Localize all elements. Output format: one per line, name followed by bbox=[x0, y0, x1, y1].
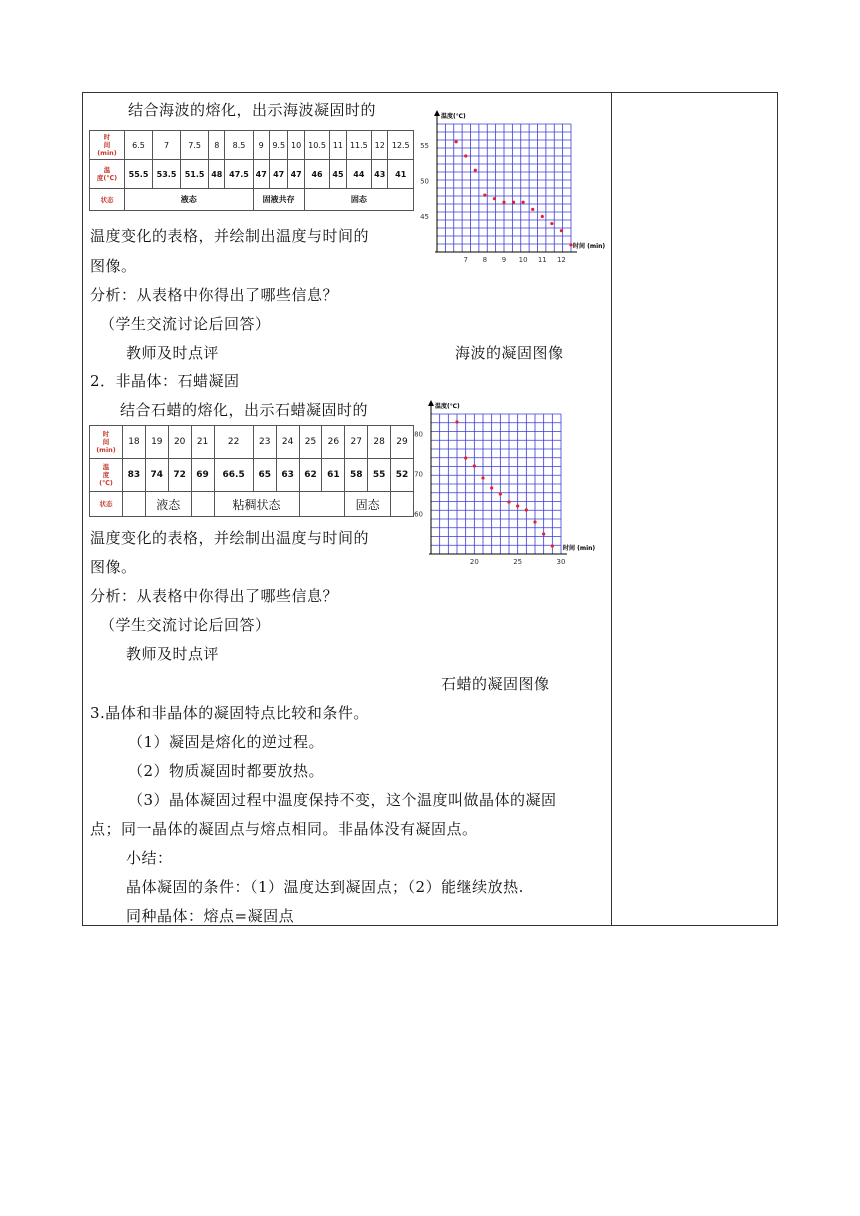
haibo-temp-cell: 45 bbox=[330, 160, 346, 189]
haibo-chart-data-point bbox=[493, 197, 496, 200]
s2-intro-line3: 图像。 bbox=[90, 558, 137, 576]
s2-teacher: 教师及时点评 bbox=[126, 645, 220, 663]
paraffin-time-cell: 18 bbox=[123, 426, 146, 459]
s3-point3a: （3）晶体凝固过程中温度保持不变，这个温度叫做晶体的凝固 bbox=[128, 791, 557, 809]
paraffin-chart-data-point bbox=[551, 544, 554, 547]
paraffin-chart-data-point bbox=[525, 508, 528, 511]
haibo-chart-y-label: 温度(℃) bbox=[441, 113, 466, 120]
haibo-chart-x-tick-label: 10 bbox=[518, 256, 528, 264]
haibo-chart-data-point bbox=[522, 201, 525, 204]
paraffin-time-cell: 23 bbox=[253, 426, 276, 459]
s2-intro-line2: 温度变化的表格，并绘制出温度与时间的 bbox=[90, 529, 370, 547]
paraffin-chart-y-tick-label: 70 bbox=[414, 470, 423, 479]
paraffin-time-cell: 21 bbox=[191, 426, 214, 459]
paraffin-chart-x-tick-label: 20 bbox=[469, 558, 479, 566]
paraffin-time-cell: 25 bbox=[299, 426, 322, 459]
haibo-temp-cell: 47 bbox=[288, 160, 304, 189]
paraffin-state-cell bbox=[191, 492, 214, 517]
s3-point1: （1）凝固是熔化的逆过程。 bbox=[128, 733, 325, 751]
haibo-time-cell: 11.5 bbox=[346, 131, 371, 160]
haibo-temp-cell: 41 bbox=[388, 160, 414, 189]
haibo-solidification-chart bbox=[420, 100, 606, 265]
s3-summary2: 同种晶体：熔点=凝固点 bbox=[126, 907, 295, 925]
s3-point3b: 点；同一晶体的凝固点与熔点相同。非晶体没有凝固点。 bbox=[90, 820, 478, 838]
paraffin-temp-cell: 62 bbox=[299, 459, 322, 492]
paraffin-chart-data-point bbox=[473, 464, 476, 467]
s2-intro-line1: 结合石蜡的熔化，出示石蜡凝固时的 bbox=[120, 401, 369, 419]
paraffin-temp-cell: 63 bbox=[276, 459, 299, 492]
haibo-time-cell: 12.5 bbox=[388, 131, 414, 160]
paraffin-time-cell: 22 bbox=[214, 426, 253, 459]
haibo-time-cell: 10 bbox=[288, 131, 304, 160]
haibo-time-cell: 11 bbox=[330, 131, 346, 160]
paraffin-chart-x-tick-label: 25 bbox=[513, 558, 523, 566]
paraffin-state-cell bbox=[391, 492, 414, 517]
haibo-chart-data-point bbox=[502, 201, 505, 204]
haibo-time-cell: 7.5 bbox=[181, 131, 209, 160]
paraffin-chart-x-tick-label: 30 bbox=[556, 558, 566, 566]
haibo-chart-y-arrow bbox=[434, 110, 440, 116]
paraffin-state-cell bbox=[123, 492, 146, 517]
haibo-time-cell: 12 bbox=[372, 131, 388, 160]
paraffin-temp-cell: 61 bbox=[322, 459, 345, 492]
paraffin-chart-data-point bbox=[542, 532, 545, 535]
haibo-data-table: 时 间 (min) 6.5 7 7.5 8 8.5 9 9.5 10 10.5 11 11.5 12 12.5 温 度(℃) 55.5 53.5 51.5 48 47.5 47 47 47 46 45 44 43 41 状态 液态 固液共存 固态 bbox=[89, 130, 414, 211]
haibo-chart-x-tick-label: 8 bbox=[482, 256, 488, 264]
haibo-chart-data-point bbox=[560, 229, 563, 232]
s3-summary-title: 小结： bbox=[126, 849, 173, 867]
haibo-chart-data-point bbox=[550, 222, 553, 225]
haibo-chart-x-tick-label: 12 bbox=[556, 256, 566, 264]
haibo-temp-cell: 47 bbox=[253, 160, 269, 189]
haibo-temp-cell: 48 bbox=[209, 160, 225, 189]
s2-caption: 石蜡的凝固图像 bbox=[441, 675, 550, 693]
paraffin-chart-y-label: 温度(℃) bbox=[435, 403, 460, 410]
paraffin-solidification-chart bbox=[414, 392, 600, 582]
haibo-state-cell: 液态 bbox=[125, 189, 254, 211]
haibo-time-cell: 9.5 bbox=[269, 131, 288, 160]
s2-discussion: （学生交流讨论后回答） bbox=[100, 616, 271, 634]
paraffin-chart-data-point bbox=[499, 492, 502, 495]
paraffin-temp-cell: 83 bbox=[123, 459, 146, 492]
s1-intro-line2: 温度变化的表格，并绘制出温度与时间的 bbox=[90, 227, 370, 245]
haibo-chart-y-tick-label: 45 bbox=[420, 212, 429, 221]
haibo-chart-data-point bbox=[569, 243, 572, 246]
paraffin-chart-data-point bbox=[464, 456, 467, 459]
haibo-temp-cell: 51.5 bbox=[181, 160, 209, 189]
haibo-chart-y-tick-label: 50 bbox=[420, 177, 429, 186]
haibo-chart-x-tick-label: 11 bbox=[537, 256, 547, 264]
paraffin-chart-x-label: 时间 (min) bbox=[563, 545, 596, 552]
s1-teacher: 教师及时点评 bbox=[126, 344, 220, 362]
paraffin-chart-y-tick-label: 80 bbox=[414, 430, 423, 439]
paraffin-temp-cell: 65 bbox=[253, 459, 276, 492]
paraffin-state-cell bbox=[299, 492, 345, 517]
haibo-temp-cell: 55.5 bbox=[125, 160, 153, 189]
s1-intro-line3: 图像。 bbox=[90, 257, 137, 275]
paraffin-chart-y-arrow bbox=[428, 400, 434, 406]
haibo-chart-y-tick-label: 55 bbox=[420, 141, 429, 150]
paraffin-temp-cell: 72 bbox=[168, 459, 191, 492]
paraffin-chart-data-point bbox=[507, 500, 510, 503]
paraffin-chart-data-point bbox=[533, 520, 536, 523]
haibo-temp-cell: 47 bbox=[269, 160, 288, 189]
paraffin-temp-cell: 52 bbox=[391, 459, 414, 492]
s1-analysis: 分析：从表格中你得出了哪些信息？ bbox=[90, 286, 339, 304]
haibo-state-cell: 固液共存 bbox=[253, 189, 304, 211]
haibo-time-cell: 9 bbox=[253, 131, 269, 160]
haibo-state-cell: 固态 bbox=[304, 189, 413, 211]
s1-caption: 海波的凝固图像 bbox=[455, 344, 564, 362]
paraffin-chart-y-tick-label: 60 bbox=[414, 510, 423, 519]
paraffin-time-cell: 29 bbox=[391, 426, 414, 459]
paraffin-temp-cell: 66.5 bbox=[214, 459, 253, 492]
haibo-temp-cell: 47.5 bbox=[225, 160, 253, 189]
haibo-chart-data-point bbox=[541, 215, 544, 218]
haibo-chart-data-point bbox=[474, 169, 477, 172]
haibo-temp-cell: 46 bbox=[304, 160, 329, 189]
paraffin-temp-cell: 74 bbox=[145, 459, 168, 492]
paraffin-temp-cell: 69 bbox=[191, 459, 214, 492]
paraffin-time-cell: 19 bbox=[145, 426, 168, 459]
paraffin-state-cell: 固态 bbox=[345, 492, 391, 517]
haibo-temp-cell: 53.5 bbox=[153, 160, 181, 189]
paraffin-time-cell: 20 bbox=[168, 426, 191, 459]
haibo-time-cell: 8 bbox=[209, 131, 225, 160]
s2-heading: 2．非晶体：石蜡凝固 bbox=[90, 372, 240, 390]
haibo-chart-x-tick-label: 7 bbox=[463, 256, 468, 264]
haibo-temp-cell: 43 bbox=[372, 160, 388, 189]
paraffin-temp-cell: 58 bbox=[345, 459, 368, 492]
s2-analysis: 分析：从表格中你得出了哪些信息？ bbox=[90, 587, 339, 605]
paraffin-chart-data-point bbox=[455, 420, 458, 423]
paraffin-time-cell: 28 bbox=[368, 426, 391, 459]
paraffin-time-cell: 24 bbox=[276, 426, 299, 459]
column-divider bbox=[611, 93, 612, 925]
paraffin-time-cell: 26 bbox=[322, 426, 345, 459]
haibo-chart-data-point bbox=[512, 201, 515, 204]
paraffin-time-cell: 27 bbox=[345, 426, 368, 459]
haibo-chart-x-tick-label: 9 bbox=[501, 256, 507, 264]
s3-heading: 3.晶体和非晶体的凝固特点比较和条件。 bbox=[90, 704, 369, 722]
s3-summary1: 晶体凝固的条件：（1）温度达到凝固点；（2）能继续放热. bbox=[126, 878, 524, 896]
paraffin-temp-cell: 55 bbox=[368, 459, 391, 492]
haibo-time-cell: 10.5 bbox=[304, 131, 329, 160]
haibo-chart-data-point bbox=[531, 208, 534, 211]
haibo-time-cell: 6.5 bbox=[125, 131, 153, 160]
haibo-time-cell: 8.5 bbox=[225, 131, 253, 160]
haibo-temp-cell: 44 bbox=[346, 160, 371, 189]
haibo-chart-data-point bbox=[483, 194, 486, 197]
haibo-chart-x-label: 时间 (min) bbox=[573, 243, 606, 250]
paraffin-chart-data-point bbox=[516, 504, 519, 507]
haibo-chart-data-point bbox=[455, 140, 458, 143]
s1-intro-line1: 结合海波的熔化，出示海波凝固时的 bbox=[128, 101, 377, 119]
paraffin-chart-data-point bbox=[481, 476, 484, 479]
s3-point2: （2）物质凝固时都要放热。 bbox=[128, 762, 325, 780]
paraffin-state-cell: 液态 bbox=[145, 492, 191, 517]
haibo-chart-data-point bbox=[464, 154, 467, 157]
s1-discussion: （学生交流讨论后回答） bbox=[100, 315, 271, 333]
paraffin-chart-data-point bbox=[490, 486, 493, 489]
haibo-time-cell: 7 bbox=[153, 131, 181, 160]
paraffin-state-cell: 粘稠状态 bbox=[214, 492, 299, 517]
paraffin-data-table: 时 间 (min) 18 19 20 21 22 23 24 25 26 27 28 29 温 度 (℃) 83 74 72 69 66.5 65 63 62 61 58 55 52 状态 液态 粘稠状态 固态 bbox=[89, 425, 414, 517]
